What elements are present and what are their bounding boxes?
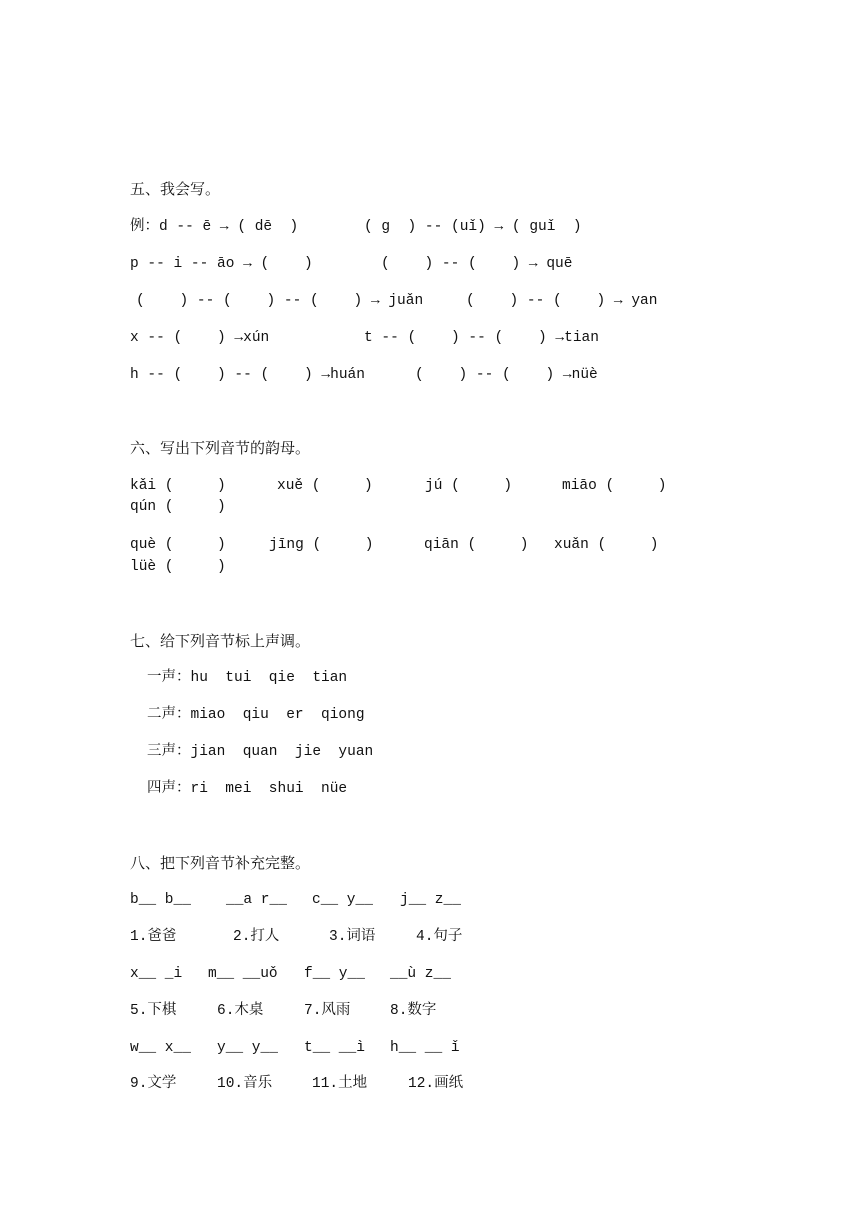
- s8-l1-c: c__ y__: [312, 892, 373, 908]
- section6-title: 六、写出下列音节的韵母。: [130, 439, 311, 457]
- s8-l2-a: 1.爸爸: [130, 929, 177, 945]
- s8-l5-d: h__ __ ǐ: [390, 1040, 460, 1056]
- s6-r1-c3: jú ( ): [425, 478, 513, 494]
- s5-row4-right: t -- ( ) -- ( ) →tian: [364, 330, 599, 346]
- s6-r2-c3: qiān ( ): [424, 537, 529, 553]
- s8-l4-a: 5.下棋: [130, 1003, 177, 1019]
- s8-l3-d: __ù z__: [390, 966, 451, 982]
- section5-title: 五、我会写。: [130, 180, 221, 198]
- s5-row2-left: p -- i -- āo → ( ): [130, 256, 313, 272]
- s5-row5-left: h -- ( ) -- ( ) →huán: [130, 367, 365, 383]
- s5-row5-right: ( ) -- ( ) →nüè: [415, 367, 598, 383]
- s5-row2-right: ( ) -- ( ) → quē: [381, 256, 573, 272]
- s8-l1-a: b__ b__: [130, 892, 191, 908]
- s6-r1-c1: kǎi ( ): [130, 478, 226, 494]
- s5-row3-left: ( ) -- ( ) -- ( ) → juǎn: [136, 293, 424, 309]
- s8-l3-a: x__ _i: [130, 966, 183, 982]
- s8-l6-a: 9.文学: [130, 1076, 177, 1092]
- s8-l1-d: j__ z__: [400, 892, 461, 908]
- s8-l2-b: 2.打人: [233, 929, 280, 945]
- s8-l1-b: __a r__: [226, 892, 287, 908]
- s7-tone2: 二声：miao qiu er qiong: [147, 707, 365, 723]
- s6-r2-wrap: lüè ( ): [130, 559, 226, 575]
- s8-l5-c: t__ __ì: [304, 1040, 365, 1056]
- s8-l2-d: 4.句子: [416, 929, 463, 945]
- section7-title: 七、给下列音节标上声调。: [130, 632, 311, 650]
- s8-l4-b: 6.木桌: [217, 1003, 264, 1019]
- section8-title: 八、把下列音节补充完整。: [130, 854, 311, 872]
- s6-r2-c2: jīng ( ): [269, 537, 374, 553]
- s8-l3-b: m__ __uǒ: [208, 966, 278, 982]
- s5-row1-left: 例：d -- ē → ( dē ): [130, 219, 299, 235]
- s7-tone1: 一声：hu tui qie tian: [147, 670, 348, 686]
- s8-l6-d: 12.画纸: [408, 1076, 464, 1092]
- s5-row1-right: ( g ) -- (uǐ) → ( guǐ ): [364, 219, 582, 235]
- s6-r2-c1: què ( ): [130, 537, 226, 553]
- s8-l2-c: 3.词语: [329, 929, 376, 945]
- s6-r1-c4: miāo ( ): [562, 478, 667, 494]
- s8-l4-c: 7.风雨: [304, 1003, 351, 1019]
- s7-tone4: 四声：ri mei shui nüe: [147, 781, 348, 797]
- s8-l6-b: 10.音乐: [217, 1076, 273, 1092]
- s8-l4-d: 8.数字: [390, 1003, 437, 1019]
- s5-row4-left: x -- ( ) →xún: [130, 330, 270, 346]
- s6-r1-c2: xuě ( ): [277, 478, 373, 494]
- s6-r2-c4: xuǎn ( ): [554, 537, 659, 553]
- s8-l3-c: f__ y__: [304, 966, 365, 982]
- s6-r1-wrap: qún ( ): [130, 499, 226, 515]
- s8-l5-a: w__ x__: [130, 1040, 191, 1056]
- s5-row3-right: ( ) -- ( ) → yan: [466, 293, 658, 309]
- s8-l6-c: 11.土地: [312, 1076, 368, 1092]
- s7-tone3: 三声：jian quan jie yuan: [147, 744, 374, 760]
- s8-l5-b: y__ y__: [217, 1040, 278, 1056]
